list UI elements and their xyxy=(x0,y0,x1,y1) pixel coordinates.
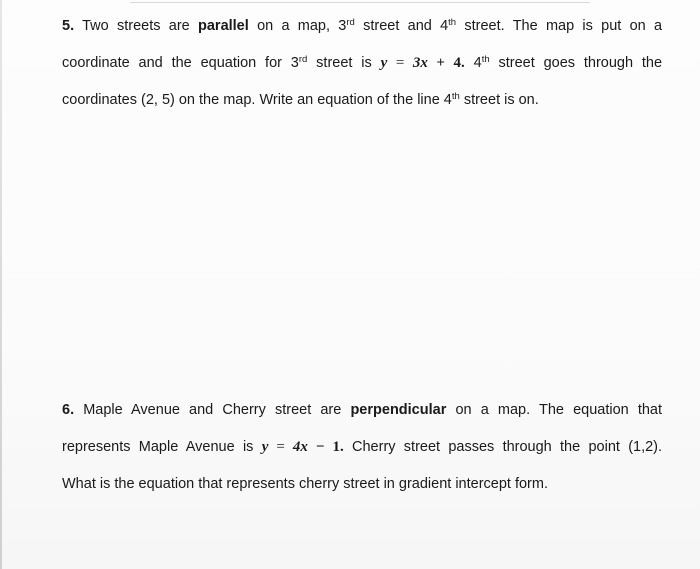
q5-number: 5. xyxy=(62,18,75,34)
question-5 xyxy=(62,16,662,127)
q6-number: 6. xyxy=(62,402,75,418)
q6-eq-term: 4x xyxy=(292,439,308,455)
q6-equation xyxy=(262,439,344,455)
q5-text: coordinate and the equation for 3 xyxy=(62,55,299,71)
q5-keyword-parallel: parallel xyxy=(198,18,249,34)
page-left-edge xyxy=(0,0,2,569)
q6-line-2 xyxy=(62,437,662,457)
q6-line-1 xyxy=(62,400,662,420)
q6-text: on a map. The equation that xyxy=(455,402,663,418)
q5-line-2 xyxy=(62,53,662,73)
q5-eq-plus: + xyxy=(436,55,445,71)
q6-text: Maple Avenue and Cherry street are xyxy=(83,402,342,418)
question-6 xyxy=(62,400,662,511)
q6-text: What is the equation that represents cherry street in gradient intercept form. xyxy=(62,476,548,492)
top-rule xyxy=(130,2,590,3)
q5-text: coordinates (2, 5) on the map. Write an equation of the line 4 xyxy=(62,92,452,108)
q5-ordinal-suffix: rd xyxy=(346,17,355,28)
q5-text: street is xyxy=(316,55,372,71)
q5-text: street is on. xyxy=(463,92,539,108)
q5-line-1 xyxy=(62,16,662,36)
q6-text: represents Maple Avenue is xyxy=(62,439,254,455)
q6-eq-minus: − xyxy=(315,439,325,455)
q5-equation xyxy=(381,55,465,71)
q6-eq-equals: = xyxy=(276,439,285,455)
q5-text: street goes through the xyxy=(498,55,663,71)
q6-line-3 xyxy=(62,474,662,494)
q5-eq-equals: = xyxy=(395,55,405,71)
q5-eq-term: 3x xyxy=(412,55,428,71)
q5-text: 4 xyxy=(473,55,482,71)
q6-text: Cherry street passes through the point (1,2). xyxy=(352,439,663,455)
q5-text: on a map, 3 xyxy=(257,18,347,34)
q5-text: street and 4 xyxy=(363,18,449,34)
q5-ordinal-suffix: rd xyxy=(298,54,308,65)
q5-line-3 xyxy=(62,90,662,110)
q5-text: street. The map is put on a xyxy=(464,18,663,34)
q5-ordinal-suffix: th xyxy=(448,17,457,28)
q6-keyword-perpendicular: perpendicular xyxy=(350,402,447,418)
q5-eq-const: 4. xyxy=(453,55,465,71)
q5-ordinal-suffix: th xyxy=(481,54,490,65)
q6-eq-lhs: y xyxy=(261,439,269,455)
q5-text: Two streets are xyxy=(82,18,190,34)
q5-ordinal-suffix: th xyxy=(451,91,460,102)
q6-eq-const: 1. xyxy=(332,439,344,455)
q5-eq-lhs: y xyxy=(380,55,388,71)
